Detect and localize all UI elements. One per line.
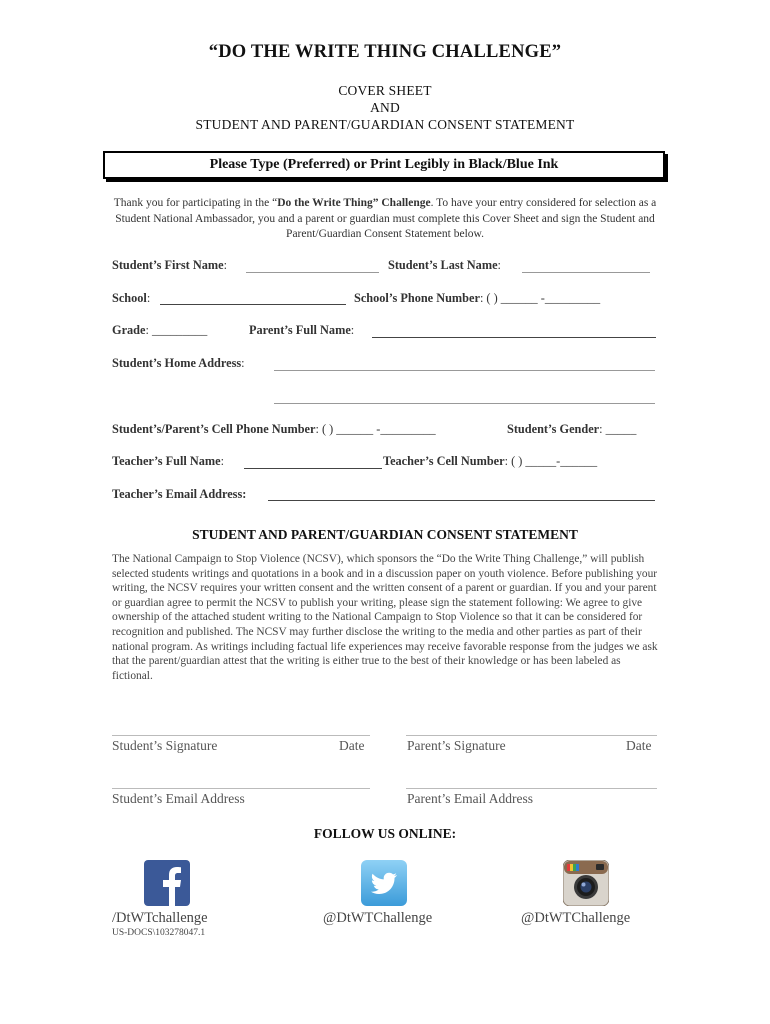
subtitle-line-2: AND <box>370 100 400 115</box>
last-name-label: Student’s Last Name: <box>388 258 501 272</box>
last-name-field[interactable] <box>522 272 650 273</box>
consent-paragraph: The National Campaign to Stop Violence (NCSV), which sponsors the “Do the Write Thing Challenge,” will publish selected students writings and quotations in a book and in a discussion paper on youth violence. Before publishing your writing, the NCSV requires your written consent and the written consent of a parent or guardian. If you and your parent or guardian agree to permit the NCSV to publish your writing, please sign the statement following: We agree to give ownership of the attached student writing to the National Campaign to Stop Violence so that it can be considered for recognition and published. The NCSV may further disclose the writing to the media and other parties as part of their national program. As writings including factual life experiences may receive favorable response from the judges we ask that the parent/guardian attest that the writing is either true to the best of their knowledge or has been labeled as fictional. <box>112 553 658 682</box>
instagram-icon[interactable] <box>563 860 609 906</box>
parent-signature-line[interactable] <box>406 735 657 736</box>
consent-title: STUDENT AND PARENT/GUARDIAN CONSENT STATEMENT <box>192 527 578 542</box>
parent-name-label: Parent’s Full Name: <box>249 323 355 337</box>
teacher-name-label: Teacher’s Full Name: <box>112 454 225 468</box>
gender-label: Student’s Gender: _____ <box>507 422 637 436</box>
parent-email-label: Parent’s Email Address <box>407 791 533 806</box>
student-date-label: Date <box>339 738 365 753</box>
subtitle-line-1: COVER SHEET <box>338 83 432 98</box>
document-id: US-DOCS\103278047.1 <box>112 928 206 938</box>
subtitle-line-3: STUDENT AND PARENT/GUARDIAN CONSENT STATEMENT <box>195 117 575 132</box>
school-label: School: <box>112 291 151 305</box>
school-field[interactable] <box>160 304 346 305</box>
follow-heading: FOLLOW US ONLINE: <box>313 826 457 841</box>
student-email-label: Student’s Email Address <box>112 791 245 806</box>
teacher-email-field[interactable] <box>268 500 655 501</box>
student-signature-label: Student’s Signature <box>112 738 218 753</box>
home-address-field-1[interactable] <box>274 370 655 371</box>
instruction-box: Please Type (Preferred) or Print Legibly in Black/Blue Ink <box>103 151 665 179</box>
student-signature-line[interactable] <box>112 735 370 736</box>
intro-bold: Do the Write Thing” Challenge <box>277 197 431 209</box>
twitter-icon[interactable] <box>361 860 407 906</box>
first-name-label: Student’s First Name: <box>112 258 227 272</box>
teacher-cell-label: Teacher’s Cell Number: ( ) _____-______ <box>383 454 598 468</box>
student-email-line[interactable] <box>112 788 370 789</box>
facebook-handle[interactable]: /DtWTchallenge <box>112 910 208 926</box>
twitter-handle[interactable]: @DtWTChallenge <box>323 910 433 926</box>
parent-date-label: Date <box>626 738 652 753</box>
parent-name-field[interactable] <box>372 337 656 338</box>
intro-paragraph <box>112 196 658 243</box>
parent-signature-label: Parent’s Signature <box>407 738 506 753</box>
home-address-field-2[interactable] <box>274 403 655 404</box>
instagram-handle[interactable]: @DtWTChallenge <box>521 910 631 926</box>
teacher-email-label: Teacher’s Email Address: <box>112 487 247 501</box>
cell-phone-label: Student’s/Parent’s Cell Phone Number: ( ) ______ -_________ <box>112 422 436 436</box>
home-address-label: Student’s Home Address: <box>112 356 245 370</box>
facebook-icon[interactable] <box>144 860 190 906</box>
intro-post: . To have your entry considered for selection as a Student National Ambassador, you and a parent or guardian must complete this Cover Sheet and sign the Student and Parent/Guardian Consent Statement below. <box>115 197 657 240</box>
first-name-field[interactable] <box>246 272 379 273</box>
parent-email-line[interactable] <box>406 788 657 789</box>
grade-label: Grade: _________ <box>112 323 208 337</box>
document-title: “DO THE WRITE THING CHALLENGE” <box>208 42 562 62</box>
intro-pre: Thank you for participating in the “ <box>113 197 278 209</box>
teacher-name-field[interactable] <box>244 468 382 469</box>
school-phone-label: School’s Phone Number: ( ) ______ -_________ <box>354 291 601 305</box>
